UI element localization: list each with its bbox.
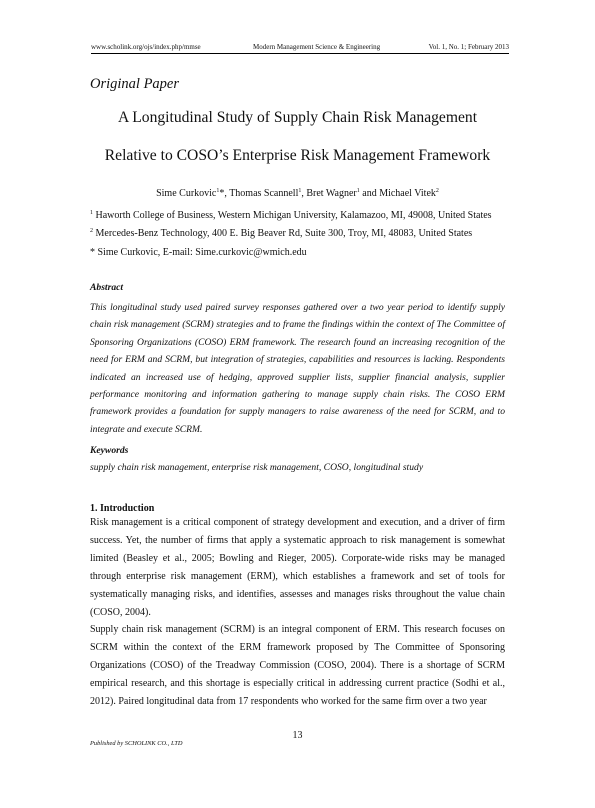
body-text <box>90 514 505 711</box>
page-number: 13 <box>292 730 303 741</box>
author-name: and Michael Vitek <box>359 188 436 199</box>
abstract-heading: Abstract <box>90 282 124 293</box>
header-url: www.scholink.org/ojs/index.php/mmse <box>91 43 201 51</box>
correspondence-line: * Sime Curkovic, E-mail: Sime.curkovic@wmich.edu <box>90 247 307 258</box>
author-name: Sime Curkovic <box>156 188 217 199</box>
corresponding-marker: * <box>219 188 225 199</box>
section-heading: 1. Introduction <box>90 503 155 514</box>
header-volume: Vol. 1, No. 1; February 2013 <box>428 43 509 51</box>
author-name: , Bret Wagner <box>301 188 357 199</box>
running-header <box>91 41 509 54</box>
affiliation-number: 1 <box>90 210 93 216</box>
title-line-1: A Longitudinal Study of Supply Chain Risk Management <box>117 109 478 126</box>
abstract-text: This longitudinal study used paired survey responses gathered over a two year period to identify supply chain risk management (SCRM) strategies and to frame the findings within the context of The Committee of Sponsoring Organizations (COSO) ERM framework. The research found an increasing recognition of the need for ERM and SCRM, but integration of strategies, capabilities and resources is lacking. Respondents indicated an increased use of hedging, approved supplier lists, supplier financial analysis, supplier performance monitoring and information gathering to manage supply chain risks. The COSO ERM framework provides a foundation for supply managers to raise awareness of the need for SCRM, and to integrate and execute SCRM. <box>90 302 505 435</box>
keywords-text: supply chain risk management, enterprise risk management, COSO, longitudinal study <box>90 462 424 473</box>
affiliation-marker: 1 <box>356 188 360 194</box>
paragraph: Risk management is a critical component of strategy development and execution, and a driver of firm success. Yet, the number of firms that apply a systematic approach to risk management is somewhat limited (Beasley et al., 2005; Bowling and Rieger, 2005). Corporate-wide risks may be managed through enterprise risk management (ERM), which establishes a framework and set of tools for systematically managing risks, and identifies, assesses and manages risks throughout the value chain (COSO, 2004). <box>90 517 505 618</box>
header-journal: Modern Management Science & Engineering <box>253 43 381 51</box>
author-list <box>60 188 535 199</box>
affiliation-2 <box>90 228 472 239</box>
keywords-heading: Keywords <box>90 445 129 456</box>
affiliation-1 <box>90 210 492 221</box>
paper-type-label: Original Paper <box>90 76 180 92</box>
affiliation-marker: 2 <box>435 188 439 194</box>
affiliation-marker: 1 <box>216 188 220 194</box>
affiliation-text: Mercedes-Benz Technology, 400 E. Big Beaver Rd, Suite 300, Troy, MI, 48083, United States <box>93 228 473 239</box>
author-name: , Thomas Scannell <box>224 188 299 199</box>
affiliation-marker: 1 <box>298 188 302 194</box>
affiliation-number: 2 <box>90 228 93 234</box>
title-line-2: Relative to COSO’s Enterprise Risk Management Framework <box>104 147 491 164</box>
affiliation-text: Haworth College of Business, Western Michigan University, Kalamazoo, MI, 49008, United States <box>93 210 492 221</box>
publisher-footer: Published by SCHOLINK CO., LTD <box>90 740 183 747</box>
paragraph: Supply chain risk management (SCRM) is an integral component of ERM. This research focuses on SCRM within the context of the ERM framework proposed by The Committee of Sponsoring Organizations (COSO) of the Treadway Commission (COSO, 2004). There is a shortage of SCRM empirical research, and this shortage is especially critical in addressing current practice (Sodhi et al., 2012). Paired longitudinal data from 17 respondents who worked for the same firm over a two year <box>90 624 505 708</box>
